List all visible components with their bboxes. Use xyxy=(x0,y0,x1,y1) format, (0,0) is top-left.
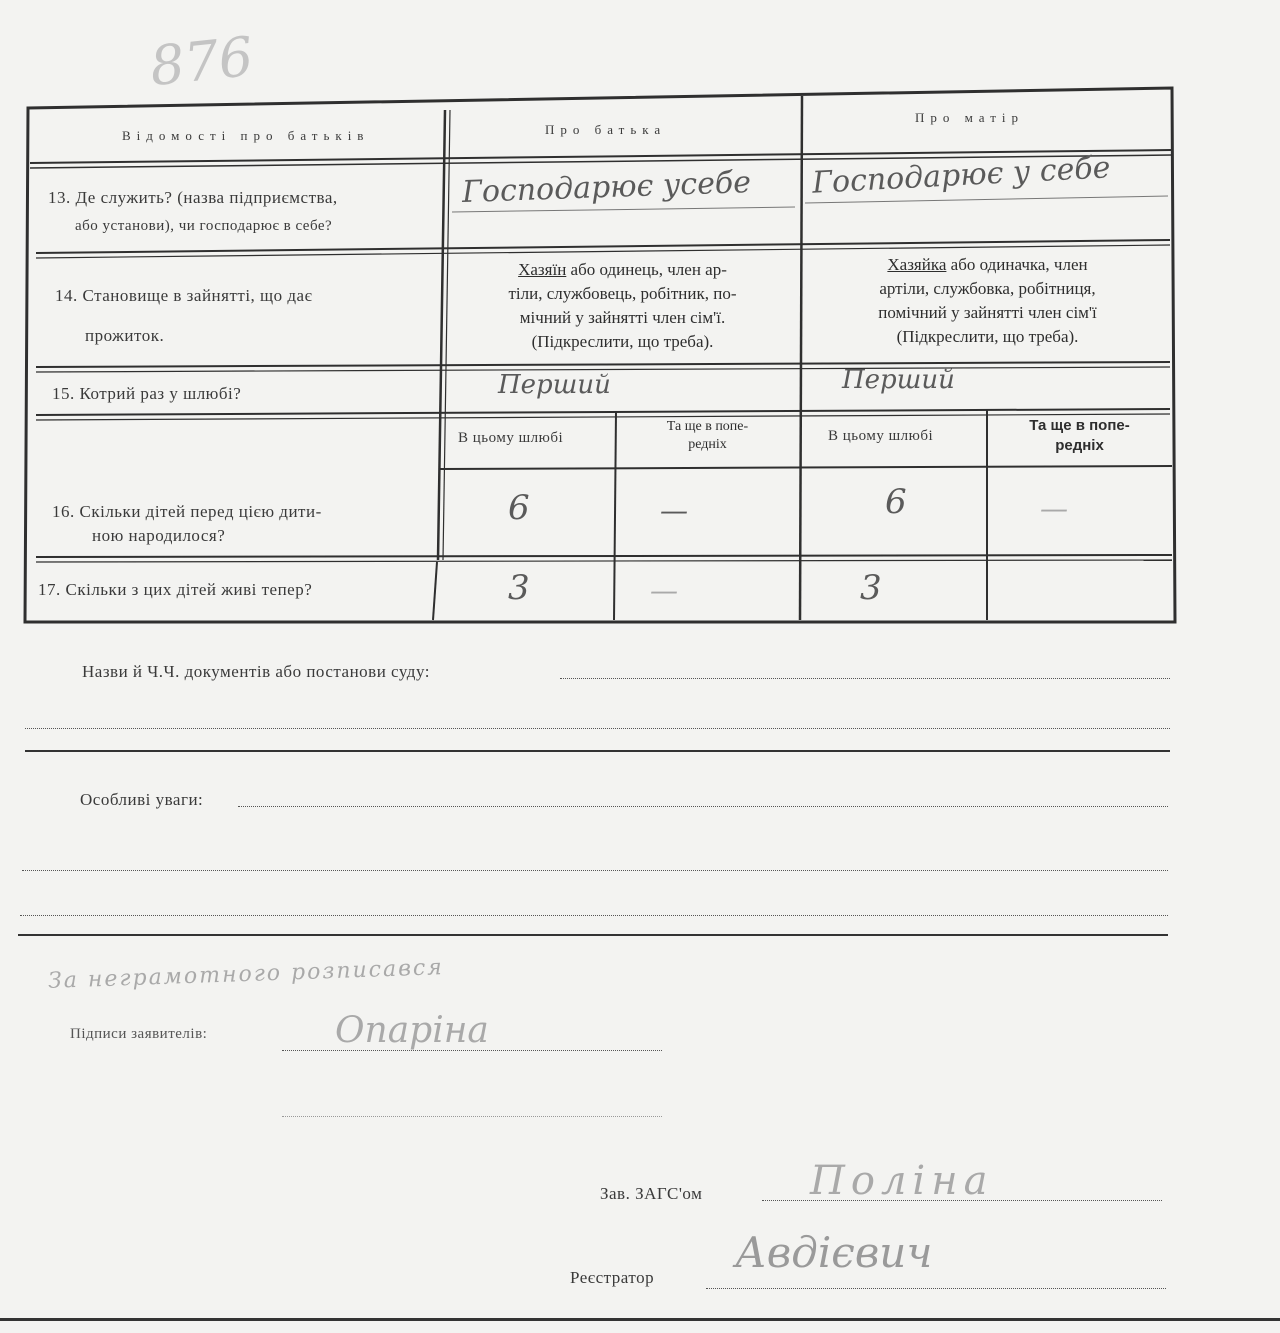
documents-line-1 xyxy=(560,678,1170,679)
header-col-label: Відомості про батьків xyxy=(122,128,370,143)
q16-father-sub-prev-line1: Та ще в попе- xyxy=(666,419,749,434)
q14-mother-options xyxy=(815,253,1160,349)
applicant-signature: Опаріна xyxy=(335,1010,489,1051)
q16-mother-sub-prev-line2: редніх xyxy=(1055,437,1104,454)
header-mother: Про матір xyxy=(915,110,1025,125)
q17-label: 17. Скільки з цих дітей живі тепер? xyxy=(38,580,313,599)
illiterate-note: За неграмотного розписався xyxy=(47,955,445,994)
registrar-label: Реєстратор xyxy=(570,1268,655,1287)
bottom-edge-rule xyxy=(0,1318,1280,1321)
registrar-line xyxy=(706,1288,1166,1289)
q15-label: 15. Котрий раз у шлюбі? xyxy=(52,384,242,403)
applicants-line-2 xyxy=(282,1116,662,1117)
q14-father-line2: тіли, службовець, робітник, по- xyxy=(508,284,737,303)
remarks-line-3 xyxy=(20,915,1168,916)
q14-father-underlined: Хазяїн xyxy=(518,260,567,279)
q14-mother-line2: артіли, службовка, робітниця, xyxy=(879,279,1096,298)
q16-label-line1: 16. Скільки дітей перед цією дити- xyxy=(52,502,322,521)
q15-father-answer: Перший xyxy=(498,370,611,400)
q16-mother-this-value: 6 xyxy=(885,482,907,522)
q17-father-this-value: 3 xyxy=(508,568,530,608)
remarks-line-2 xyxy=(22,870,1168,871)
q13-label-line1: 13. Де служить? (назва підприємства, xyxy=(48,188,338,207)
q14-mother-underlined: Хазяйка xyxy=(887,255,947,274)
documents-rule xyxy=(25,750,1170,752)
q16-mother-sub-this: В цьому шлюбі xyxy=(828,428,934,444)
q16-mother-sub-prev-line1: Та ще в попе- xyxy=(1029,417,1130,434)
q16-father-sub-prev-line2: редніх xyxy=(688,437,727,452)
q14-mother-line4: (Підкреслити, що треба). xyxy=(896,327,1079,346)
q16-mother-prev-value: — xyxy=(1040,492,1068,525)
q16-mother-sub-prev xyxy=(992,416,1167,456)
q14-mother-line3: помічний у зайнятті член сім'ї xyxy=(878,303,1097,322)
q14-father-line3: мічний у зайнятті член сім'ї. xyxy=(519,308,726,327)
q16-father-prev-value: — xyxy=(660,494,688,527)
documents-line-2 xyxy=(25,728,1170,729)
q14-father-line4: (Підкреслити, що треба). xyxy=(531,332,714,351)
header-father: Про батька xyxy=(545,122,667,137)
q16-father-sub-this: В цьому шлюбі xyxy=(458,430,564,446)
applicants-label: Підписи заявителів: xyxy=(70,1026,208,1042)
q14-label-line2: прожиток. xyxy=(85,326,165,345)
q13-label-line2: або установи), чи господарює в себе? xyxy=(75,218,333,234)
q17-mother-this-value: 3 xyxy=(860,568,882,608)
corner-note: 876 xyxy=(146,24,257,99)
q13-father-answer: Господарює усебе xyxy=(461,164,752,211)
q14-mother-line1: або одиначка, член xyxy=(946,255,1088,274)
remarks-rule xyxy=(18,934,1168,936)
q15-mother-answer: Перший xyxy=(842,365,955,395)
q16-label-line2: ною народилося? xyxy=(92,526,226,545)
q14-father-line1: або одинець, член ар- xyxy=(566,260,727,279)
q14-father-options xyxy=(455,258,790,354)
q14-label-line1: 14. Становище в зайнятті, що дає xyxy=(55,286,313,305)
q16-father-this-value: 6 xyxy=(508,488,530,528)
zags-head-label: Зав. ЗАГС'ом xyxy=(600,1184,703,1203)
documents-label: Назви й Ч.Ч. документів або постанови суду: xyxy=(82,662,430,681)
q13-mother-answer: Господарює у себе xyxy=(811,150,1112,201)
q16-father-sub-prev xyxy=(620,418,795,454)
zags-head-signature: Поліна xyxy=(810,1158,994,1204)
remarks-line-1 xyxy=(238,806,1168,807)
registrar-signature: Авдієвич xyxy=(735,1228,933,1277)
remarks-label: Особливі уваги: xyxy=(80,790,204,809)
q17-father-prev-value: — xyxy=(650,574,678,607)
